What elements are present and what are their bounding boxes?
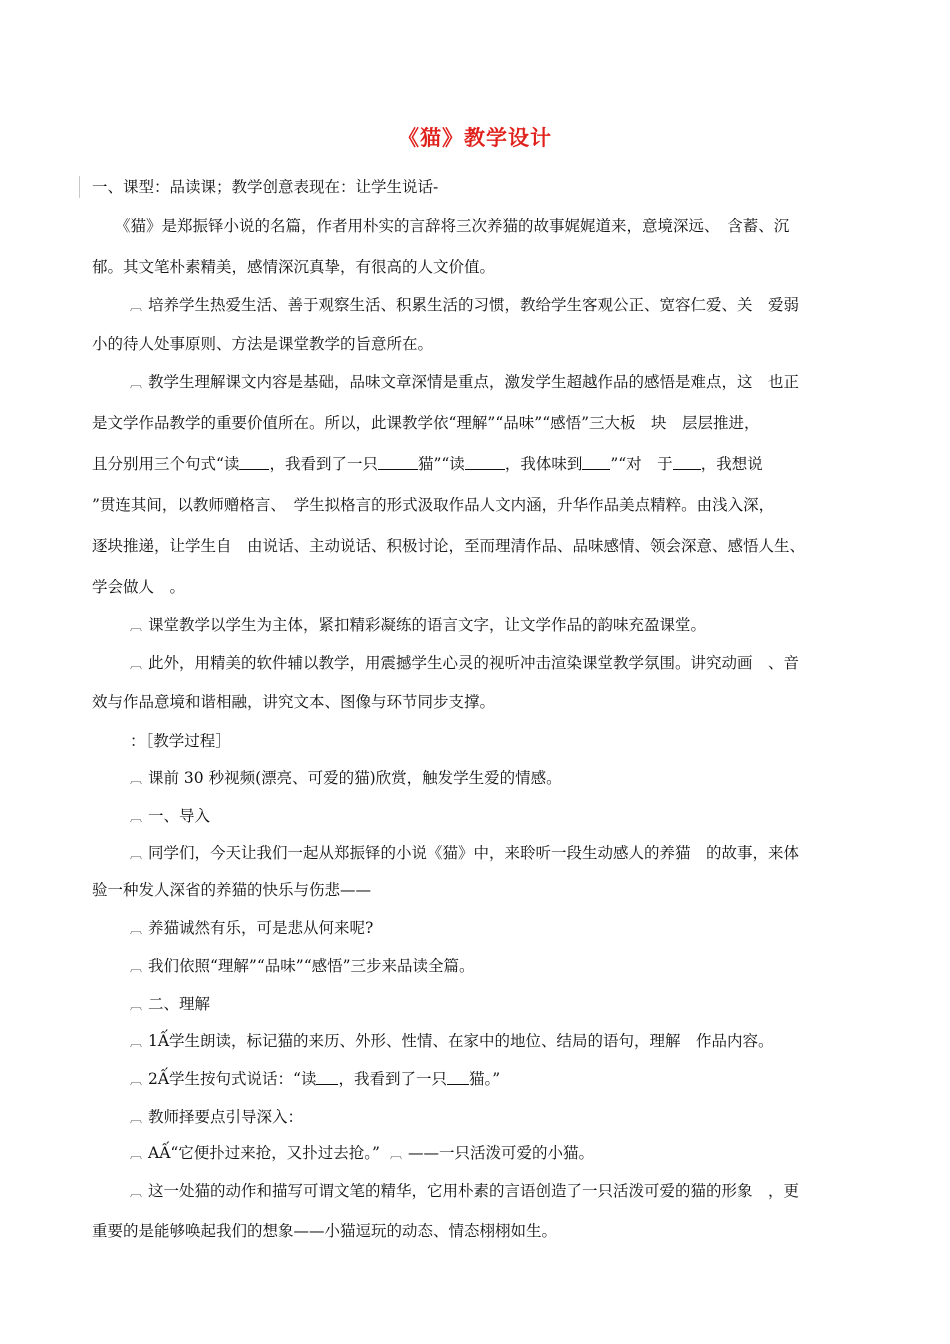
paragraph-text: 且分别用三个句式“读 [92, 455, 240, 473]
paragraph-text: 这一处猫的动作和描写可谓文笔的精华，它用朴素的言语创造了一只活泼可爱的猫的形象 ，更 [148, 1182, 800, 1200]
paragraph-text: 我们依照“理解”“品味”“感悟”三步来品读全篇。 [148, 957, 475, 975]
paragraph-line [130, 615, 862, 636]
bullet-mark: ︹ [130, 657, 143, 671]
bullet-mark: ︹ [130, 619, 143, 633]
paragraph-text: ，我想说 [700, 455, 763, 473]
paragraph-text: 2Ấ学生按句式说话：“读 [148, 1070, 317, 1088]
bullet-mark: ︹ [130, 299, 143, 313]
paragraph-line: 效与作品意境和谐相融，讲究文本、图像与环节同步支撑。 [92, 693, 496, 711]
blank-underline [465, 455, 505, 470]
blank-underline [447, 1070, 469, 1085]
blank-underline [582, 455, 610, 470]
paragraph-text: 养猫诚然有乐，可是悲从何来呢? [148, 919, 374, 937]
paragraph-text: 课堂教学以学生为主体，紧扣精彩凝练的语言文字，让文学作品的韵味充盈课堂。 [148, 616, 707, 634]
paragraph-line: 是文学作品教学的重要价值所在。所以，此课教学依“理解”“品味”“感悟”三大板 块 层层推进， [92, 414, 760, 432]
paragraph-line: 《猫》是郑振铎小说的名篇，作者用朴实的言辞将三次养猫的故事娓娓道来，意境深远、 含蓄、沉 [115, 217, 790, 235]
bullet-mark: ︹ [130, 376, 143, 390]
bullet-mark: ︹ [130, 1111, 143, 1125]
paragraph-line: 验一种发人深省的养猫的快乐与伤悲—— [92, 881, 372, 899]
paragraph-line [130, 653, 862, 674]
paragraph-text: ”“对 于 [610, 455, 673, 473]
paragraph-line [130, 1181, 862, 1202]
paragraph-line [130, 843, 862, 864]
blank-underline [316, 1070, 338, 1085]
paragraph-text: 同学们，今天让我们一起从郑振铎的小说《猫》中，来聆听一段生动感人的养猫 的故事，来体 [148, 844, 800, 862]
bullet-mark: ︹ [130, 960, 143, 974]
paragraph-text: 1Ấ学生朗读，标记猫的来历、外形、性情、在家中的地位、结局的语句，理解 作品内容。 [148, 1032, 774, 1050]
bullet-mark: ︹ [130, 1185, 143, 1199]
paragraph-line [130, 1107, 862, 1128]
paragraph-text: 猫。” [469, 1070, 501, 1088]
paragraph-text: 课前 30 秒视频(漂亮、可爱的猫)欣赏，触发学生爱的情感。 [148, 769, 562, 787]
paragraph-line [130, 1031, 862, 1052]
bullet-mark: ︹ [130, 847, 143, 861]
blank-underline [378, 455, 418, 470]
paragraph-text: ，我体味到 [504, 455, 583, 473]
bullet-mark: ︹ [390, 1147, 403, 1161]
paragraph-text: 教师择要点引导深入： [148, 1108, 304, 1126]
paragraph-text: AẤ“它便扑过来抢，又扑过去抢。” [148, 1144, 380, 1162]
blank-underline [673, 455, 701, 470]
blank-underline [239, 455, 269, 470]
paragraph-text: 一、导入 [148, 807, 211, 825]
paragraph-line [92, 454, 862, 474]
paragraph-text: 培养学生热爱生活、善于观察生活、积累生活的习惯，教给学生客观公正、宽容仁爱、关 爱弱 [148, 296, 800, 314]
paragraph-text: ——一只活泼可爱的小猫。 [408, 1144, 595, 1162]
paragraph-line: 小的待人处事原则、方法是课堂教学的旨意所在。 [92, 335, 434, 353]
paragraph-line [130, 1069, 862, 1090]
bullet-mark: ︹ [130, 922, 143, 936]
margin-line [79, 176, 80, 198]
paragraph-line: 学会做人 。 [92, 578, 186, 596]
paragraph-text: 二、理解 [148, 995, 211, 1013]
paragraph-text: ，我看到了一只 [269, 455, 378, 473]
paragraph-line: 逐块推递，让学生自 由说话、主动说话、积极讨论，至而理清作品、品味感情、领会深意、感悟人生、 [92, 537, 806, 555]
section-heading [130, 994, 862, 1015]
bullet-mark: ︹ [130, 998, 143, 1012]
paragraph-text: 猫”“读 [417, 455, 465, 473]
bullet-mark: ︹ [130, 1147, 143, 1161]
paragraph-line: 郁。其文笔朴素精美，感情深沉真挚，有很高的人文价值。 [92, 258, 496, 276]
bullet-mark: ︹ [130, 810, 143, 824]
paragraph-text: 此外，用精美的软件辅以教学，用震撼学生心灵的视听冲击渲染课堂教学氛围。讲究动画 、音 [148, 654, 800, 672]
paragraph-text: 教学生理解课文内容是基础，品味文章深情是重点，激发学生超越作品的感悟是难点，这 也正 [148, 373, 800, 391]
paragraph-line: ”贯连其间，以教师赠格言、 学生拟格言的形式汲取作品人文内涵，升华作品美点精粹。由浅入深， [92, 496, 775, 514]
paragraph-text: ，我看到了一只 [338, 1070, 447, 1088]
bullet-mark: ︹ [130, 1073, 143, 1087]
paragraph-line [130, 918, 862, 939]
bullet-mark: ︹ [130, 1035, 143, 1049]
paragraph-line: 一、课型：品读课；教学创意表现在：让学生说话- [92, 178, 439, 196]
document-title: 《猫》教学设计 [398, 126, 552, 150]
paragraph-line [130, 956, 862, 977]
paragraph-line [130, 1143, 862, 1164]
paragraph-line [130, 295, 862, 316]
section-heading [130, 806, 862, 827]
paragraph-line [130, 372, 862, 393]
bullet-mark: ︹ [130, 772, 143, 786]
paragraph-line: 重要的是能够唤起我们的想象——小猫逗玩的动态、情态栩栩如生。 [92, 1222, 558, 1240]
paragraph-line [130, 768, 862, 789]
section-heading: ：［教学过程］ [130, 732, 231, 750]
